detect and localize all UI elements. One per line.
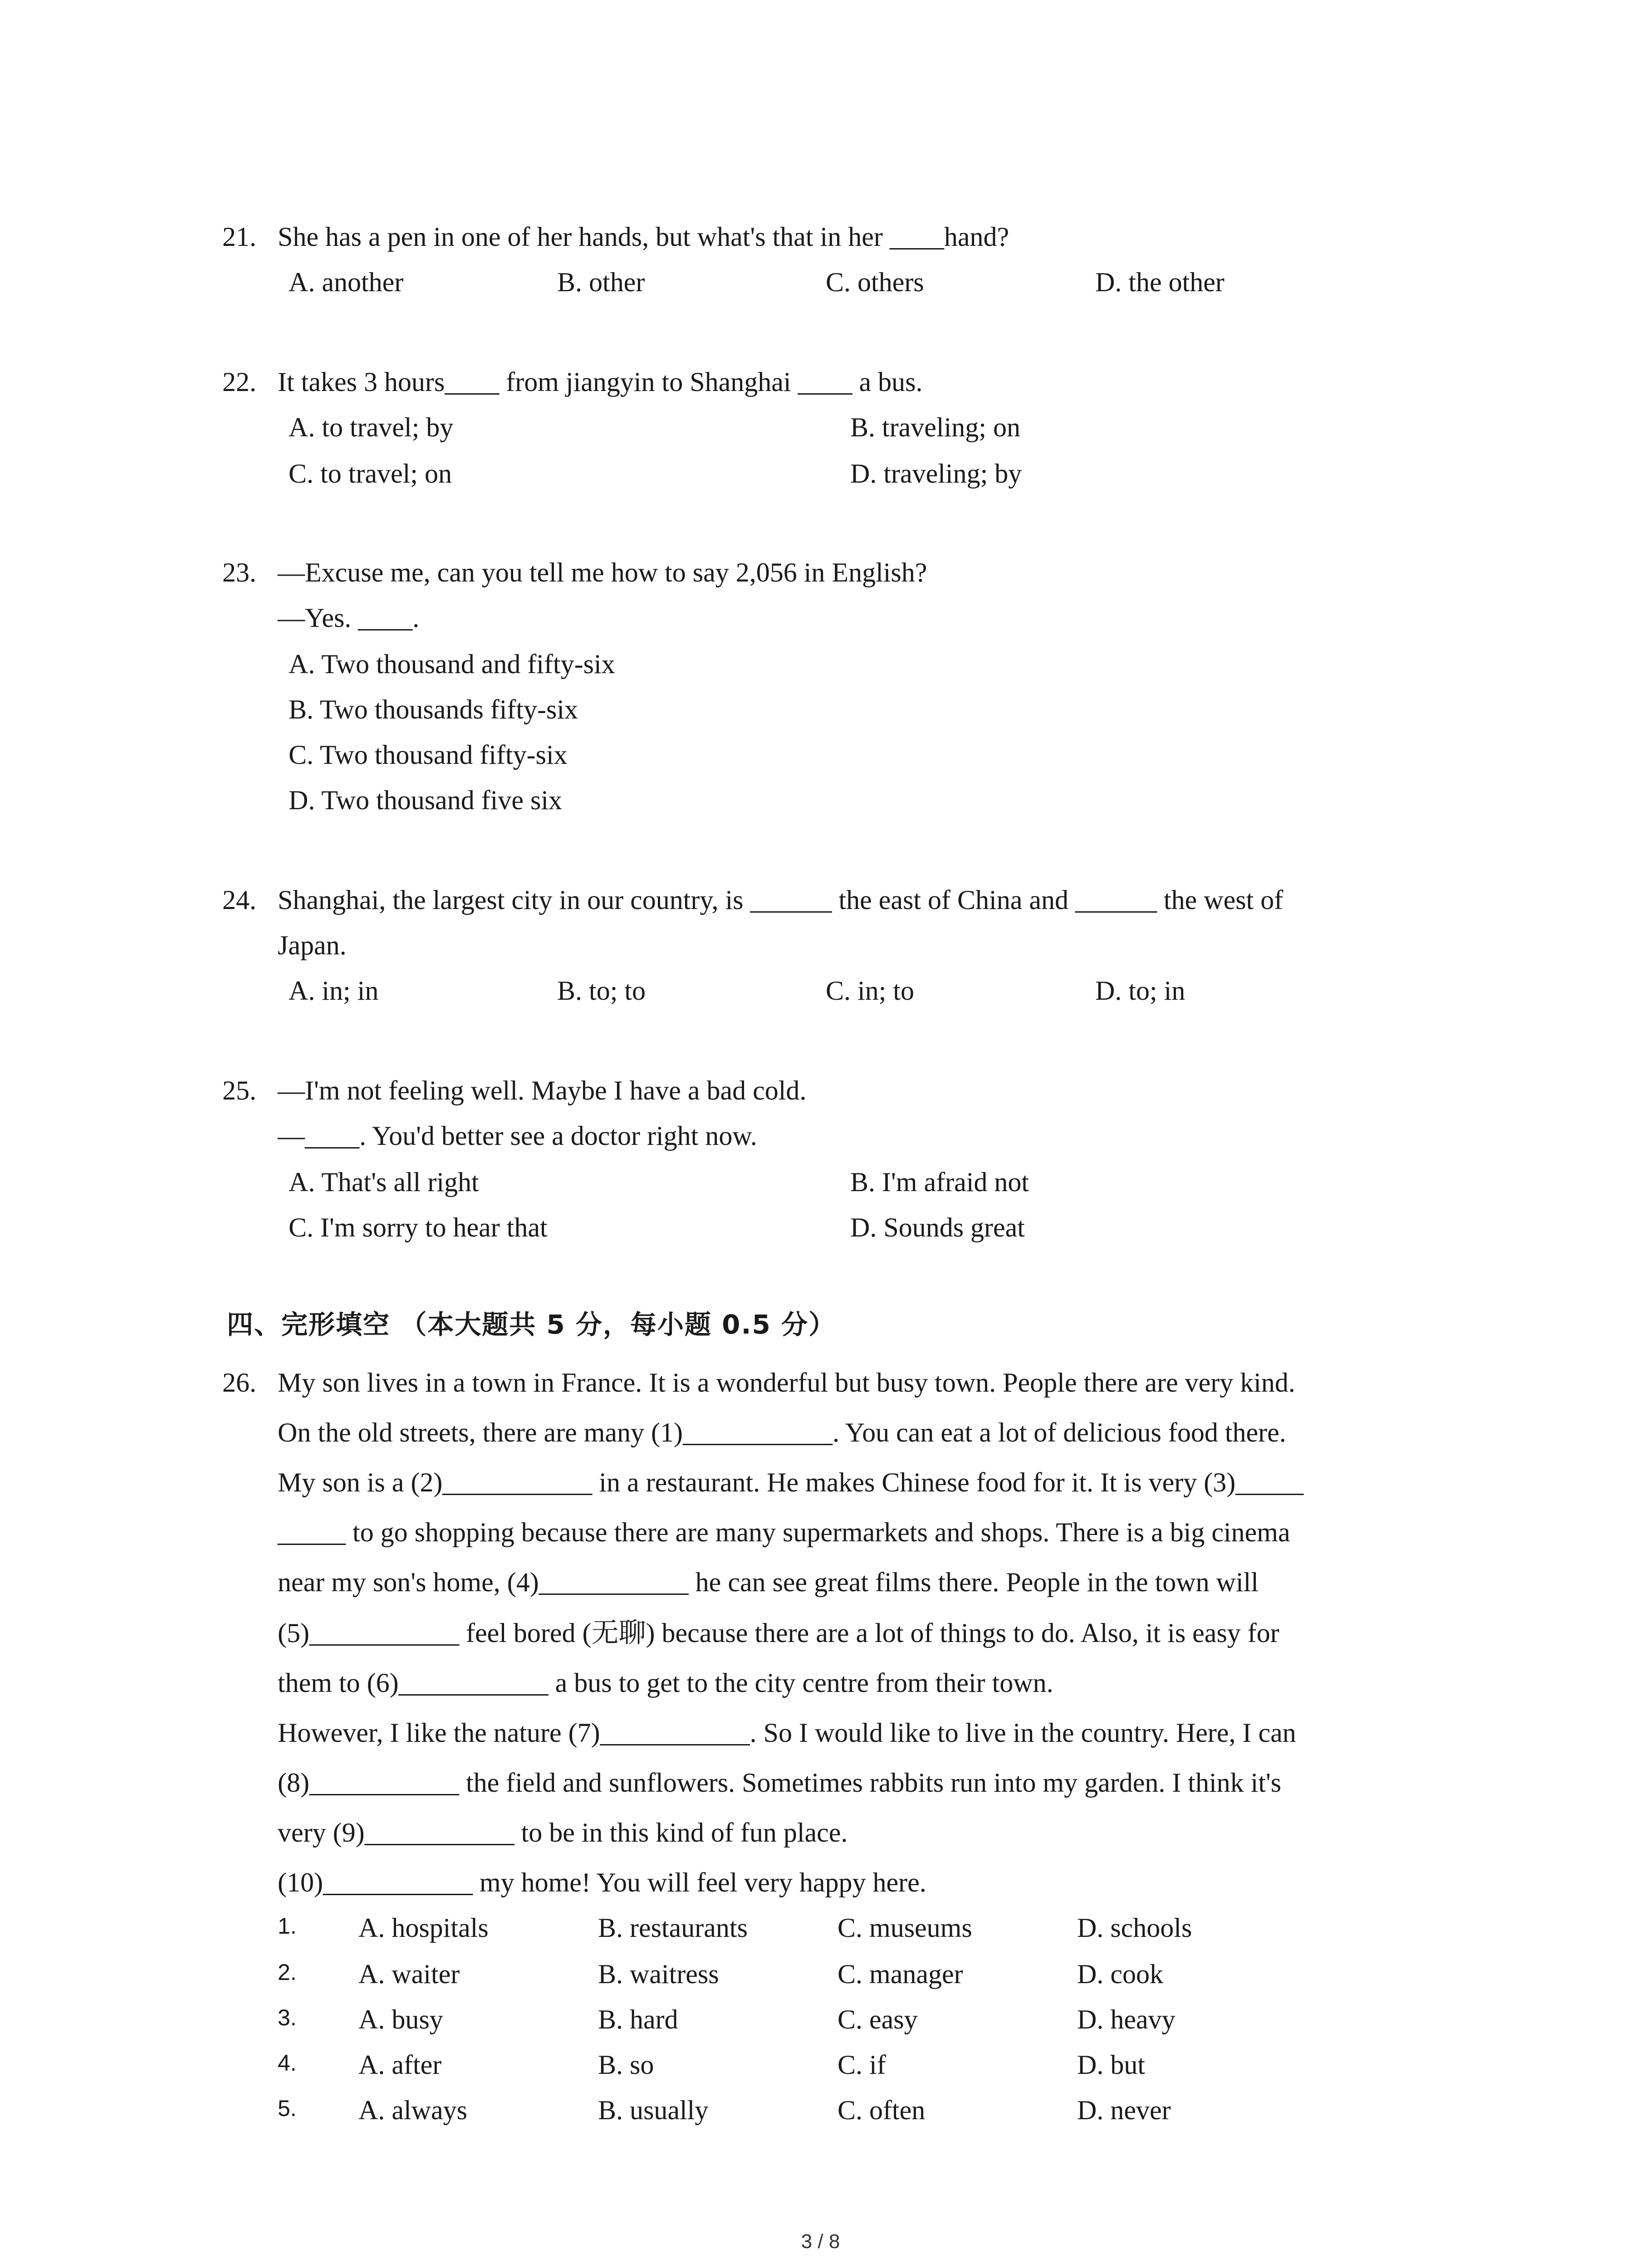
option-d: D. cook — [1077, 1959, 1163, 1989]
option-a: A. to travel; by — [289, 412, 454, 442]
question-number: 26. — [222, 1368, 256, 1398]
passage-line: them to (6)___________ a bus to get to the city centre from their town. — [278, 1668, 1053, 1698]
passage-line: near my son's home, (4)___________ he can see great films there. People in the town will — [278, 1567, 1259, 1597]
option-a: A. always — [358, 2095, 467, 2125]
question-stem: Shanghai, the largest city in our country, is ______ the east of China and ______ the west of — [278, 885, 1283, 915]
passage-line: On the old streets, there are many (1)___________. You can eat a lot of delicious food there. — [278, 1418, 1286, 1447]
option-c: C. if — [838, 2050, 886, 2080]
option-d: D. schools — [1077, 1913, 1192, 1943]
page-number: 3 / 8 — [801, 2230, 840, 2253]
section-heading: 四、完形填空 （本大题共 5 分，每小题 0.5 分） — [227, 1309, 836, 1340]
option-c: C. I'm sorry to hear that — [289, 1212, 548, 1242]
option-b: B. so — [598, 2050, 654, 2080]
question-reply: —Yes. ____. — [278, 603, 420, 633]
option-b: B. traveling; on — [850, 412, 1020, 442]
option-d: D. but — [1077, 2050, 1145, 2080]
question-number: 24. — [222, 885, 256, 915]
option-a: A. after — [358, 2050, 442, 2080]
option-c: C. easy — [838, 2004, 918, 2034]
option-c: C. Two thousand fifty-six — [289, 740, 568, 770]
passage-line: (8)___________ the field and sunflowers. Sometimes rabbits run into my garden. I think it's — [278, 1768, 1282, 1798]
passage-line: My son lives in a town in France. It is a wonderful but busy town. People there are very kind. — [278, 1368, 1295, 1398]
option-a: A. Two thousand and fifty-six — [289, 649, 615, 679]
option-d: D. heavy — [1077, 2004, 1176, 2034]
passage-line: My son is a (2)___________ in a restaurant. He makes Chinese food for it. It is very (3)_____ — [278, 1467, 1304, 1497]
option-a: A. another — [289, 267, 404, 297]
option-c: C. museums — [838, 1913, 972, 1943]
item-number: 2. — [278, 1960, 297, 1985]
option-c: C. manager — [838, 1959, 963, 1989]
option-c: C. to travel; on — [289, 459, 452, 489]
option-b: B. Two thousands fifty-six — [289, 694, 578, 724]
option-a: A. waiter — [358, 1959, 460, 1989]
question-stem: —I'm not feeling well. Maybe I have a bad cold. — [278, 1075, 807, 1105]
option-b: B. to; to — [557, 976, 646, 1006]
item-number: 3. — [278, 2005, 297, 2030]
passage-line: (10)___________ my home! You will feel very happy here. — [278, 1867, 926, 1897]
option-d: D. Two thousand five six — [289, 785, 562, 815]
item-number: 5. — [278, 2096, 297, 2121]
question-stem: It takes 3 hours____ from jiangyin to Shanghai ____ a bus. — [278, 367, 923, 397]
option-b: B. other — [557, 267, 645, 297]
option-a: A. in; in — [289, 976, 379, 1006]
item-number: 1. — [278, 1913, 297, 1939]
question-reply: —____. You'd better see a doctor right now. — [278, 1121, 757, 1151]
option-c: C. others — [826, 267, 924, 297]
passage-line: (5)___________ feel bored (无聊) because there are a lot of things to do. Also, it is easy for — [278, 1618, 1279, 1648]
passage-line: very (9)___________ to be in this kind of fun place. — [278, 1818, 848, 1848]
option-a: A. hospitals — [358, 1913, 489, 1943]
question-number: 21. — [222, 222, 256, 252]
passage-line: However, I like the nature (7)___________. So I would like to live in the country. Here, I can — [278, 1718, 1296, 1748]
option-a: A. That's all right — [289, 1167, 479, 1197]
question-stem: She has a pen in one of her hands, but what's that in her ____hand? — [278, 222, 1009, 252]
option-a: A. busy — [358, 2004, 443, 2034]
option-b: B. waitress — [598, 1959, 719, 1989]
option-b: B. hard — [598, 2004, 678, 2034]
option-c: C. in; to — [826, 976, 915, 1006]
question-stem-continued: Japan. — [278, 930, 347, 960]
option-d: D. Sounds great — [850, 1212, 1025, 1242]
option-b: B. usually — [598, 2095, 709, 2125]
option-d: D. the other — [1095, 267, 1225, 297]
option-b: B. restaurants — [598, 1913, 748, 1943]
option-b: B. I'm afraid not — [850, 1167, 1029, 1197]
option-d: D. traveling; by — [850, 459, 1022, 489]
question-stem: —Excuse me, can you tell me how to say 2,056 in English? — [278, 557, 927, 587]
passage-line: _____ to go shopping because there are many supermarkets and shops. There is a big cinema — [278, 1517, 1290, 1547]
question-number: 23. — [222, 557, 256, 587]
item-number: 4. — [278, 2050, 297, 2076]
question-number: 22. — [222, 367, 256, 397]
option-d: D. never — [1077, 2095, 1171, 2125]
question-number: 25. — [222, 1075, 256, 1105]
option-d: D. to; in — [1095, 976, 1185, 1006]
option-c: C. often — [838, 2095, 926, 2125]
